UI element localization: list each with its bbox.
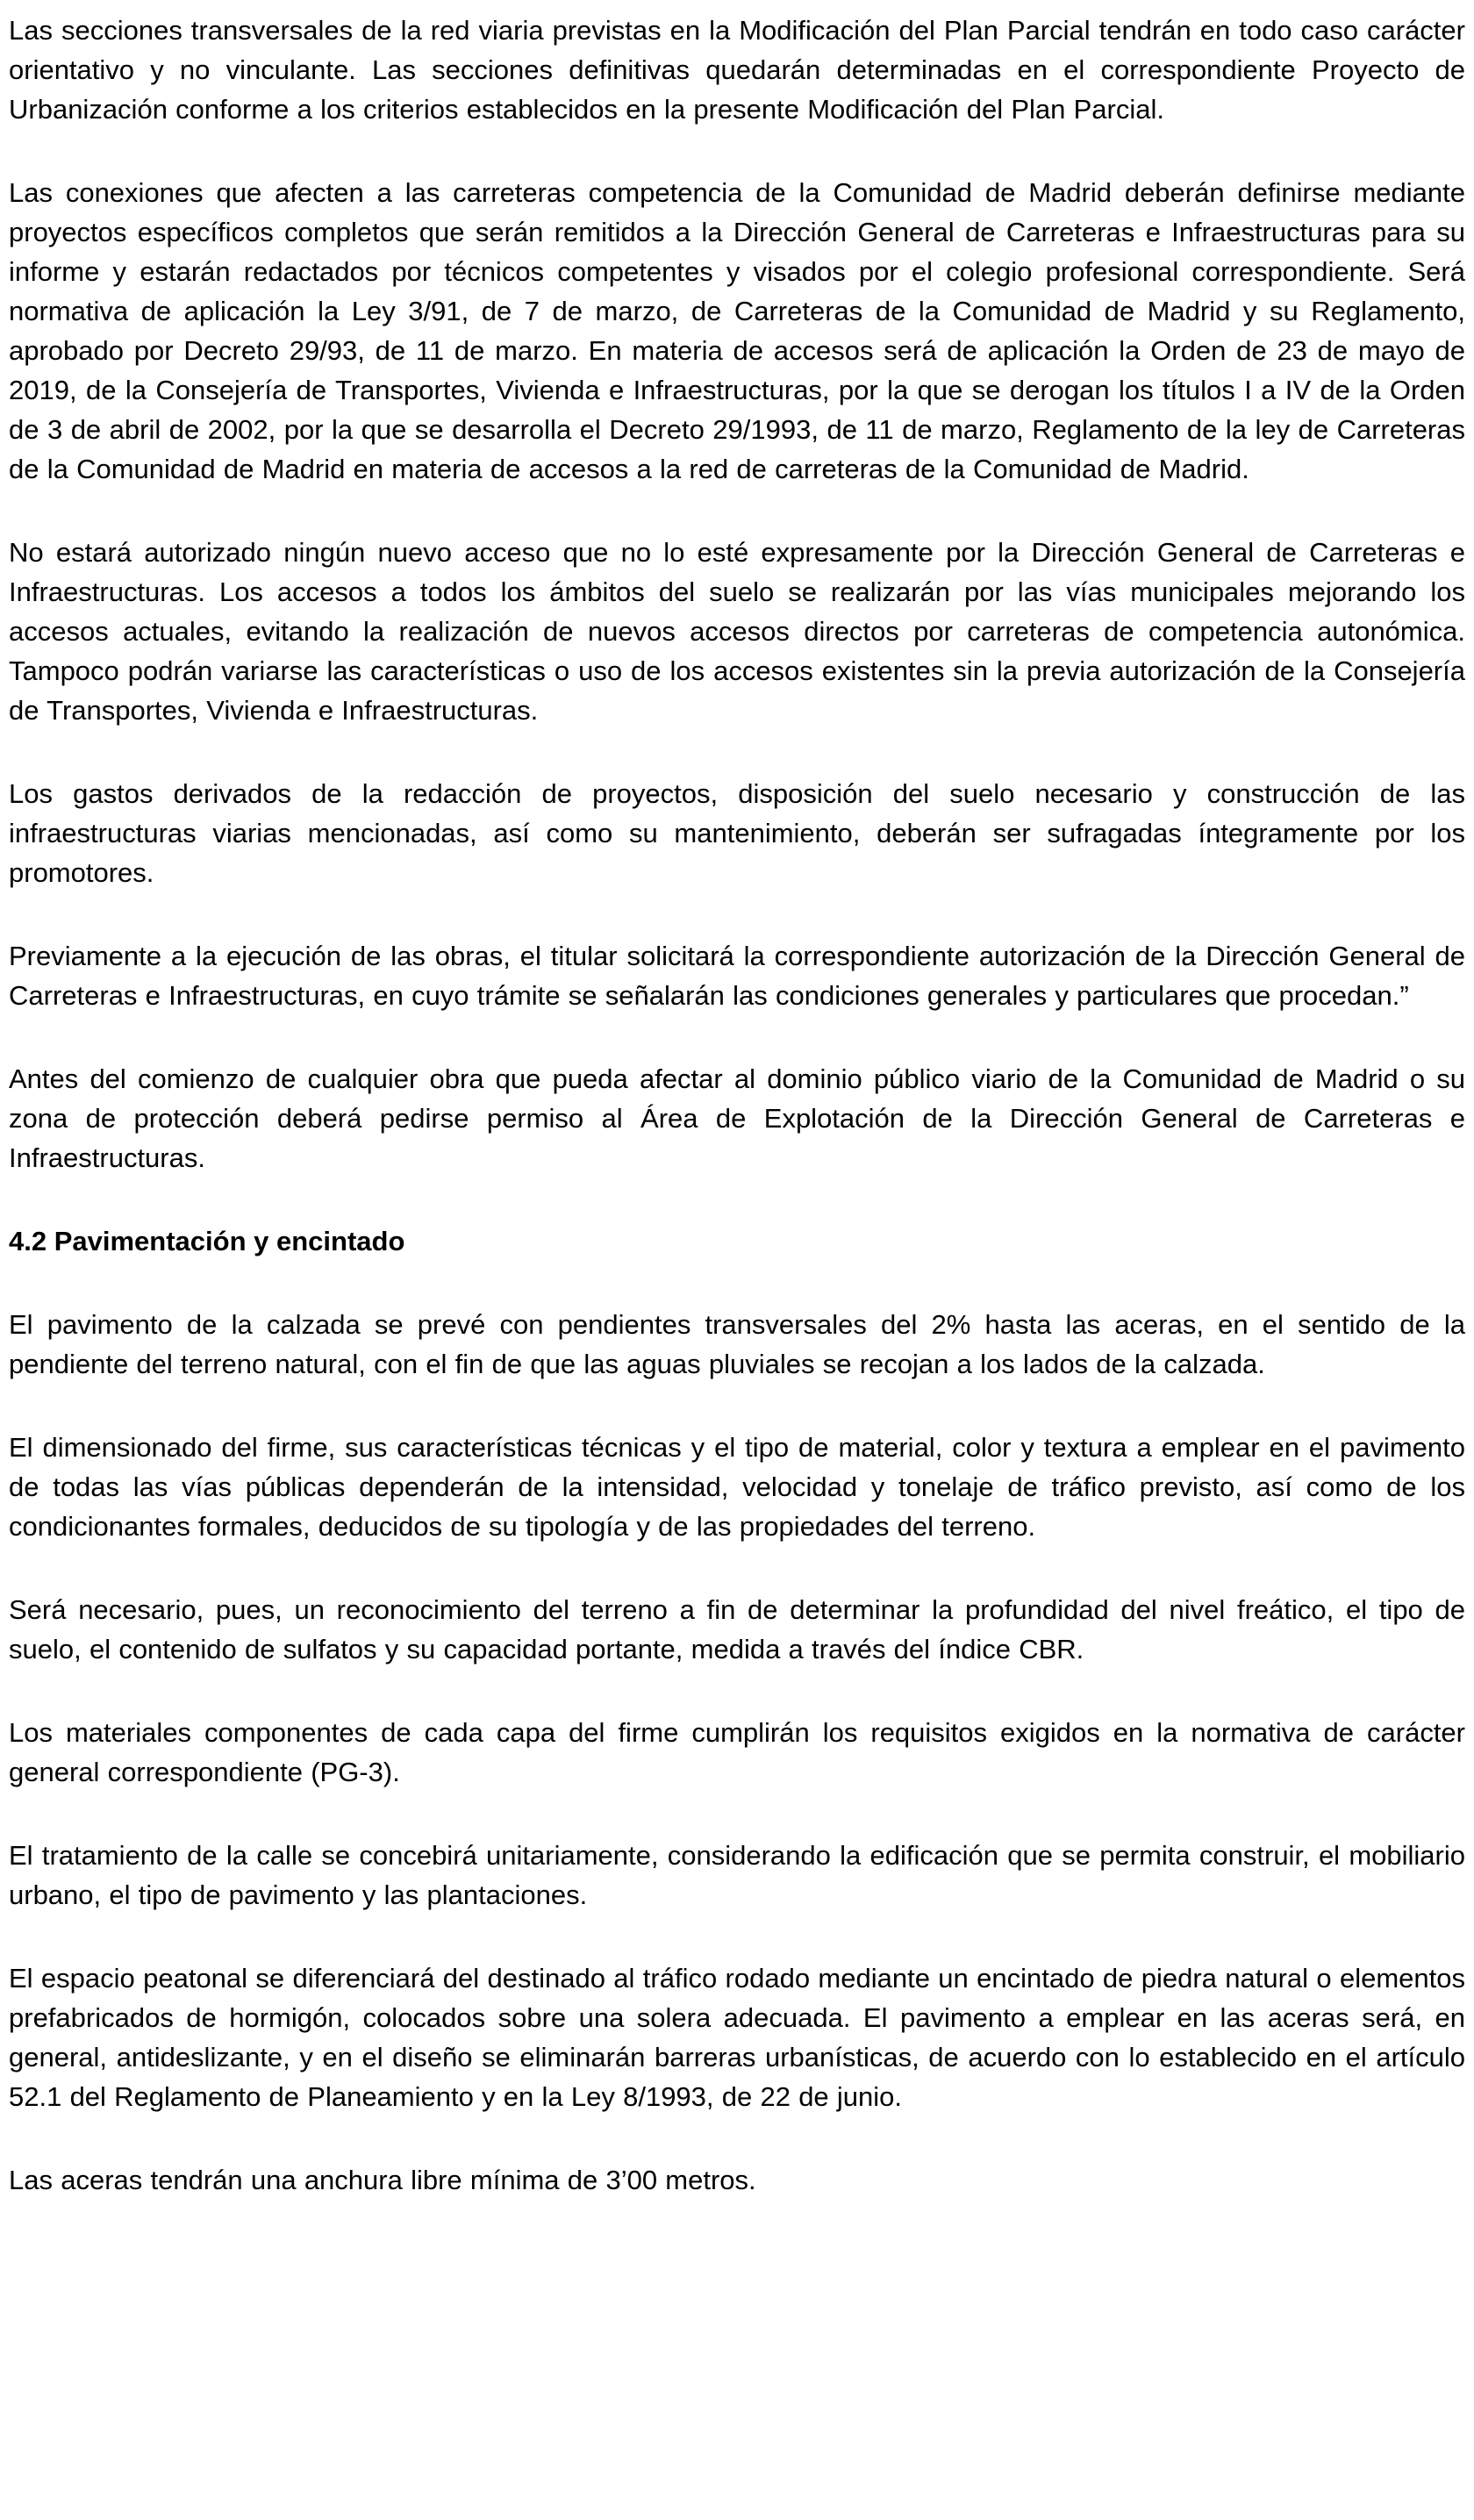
paragraph-pavement-slope: El pavimento de la calzada se prevé con pendientes transversales del 2% hasta las aceras, en el sentido de la pendiente del terreno natural, con el fin de que las aguas pluviales se recojan a los lados de la calzada. (9, 1309, 1465, 1379)
paragraph-layer-materials: Los materiales componentes de cada capa del firme cumplirán los requisitos exigidos en la normativa de carácter general correspondiente (PG-3). (9, 1717, 1465, 1787)
paragraph-public-domain-permit: Antes del comienzo de cualquier obra que pueda afectar al dominio público viario de la Comunidad de Madrid o su zona de protección deberá pedirse permiso al Área de Explotación de la Dirección General de Carreteras e Infraestructuras. (9, 1063, 1465, 1173)
paragraph-road-connections: Las conexiones que afecten a las carreteras competencia de la Comunidad de Madrid deberán definirse mediante proyectos específicos completos que serán remitidos a la Dirección General de Carreteras e Infraestructuras para su informe y estarán redactados por técnicos competentes y visados por el colegio profesional correspondiente. Será normativa de aplicación la Ley 3/91, de 7 de marzo, de Carreteras de la Comunidad de Madrid y su Reglamento, aprobado por Decreto 29/93, de 11 de marzo. En materia de accesos será de aplicación la Orden de 23 de mayo de 2019, de la Consejería de Transportes, Vivienda e Infraestructuras, por la que se derogan los títulos I a IV de la Orden de 3 de abril de 2002, por la que se desarrolla el Decreto 29/1993, de 11 de marzo, Reglamento de la ley de Carreteras de la Comunidad de Madrid en materia de accesos a la red de carreteras de la Comunidad de Madrid. (9, 177, 1465, 484)
paragraph-terrain-survey: Será necesario, pues, un reconocimiento del terreno a fin de determinar la profundidad del nivel freático, el tipo de suelo, el contenido de sulfatos y su capacidad portante, medida a través del índice CBR. (9, 1594, 1465, 1664)
section-heading-pavimentacion: 4.2 Pavimentación y encintado (9, 1226, 405, 1256)
paragraph-pedestrian-space: El espacio peatonal se diferenciará del destinado al tráfico rodado mediante un encintado de piedra natural o elementos prefabricados de hormigón, colocados sobre una solera adecuada. El pavimento a emplear en las aceras será, en general, antideslizante, y en el diseño se eliminarán barreras urbanísticas, de acuerdo con lo establecido en el artículo 52.1 del Reglamento de Planeamiento y en la Ley 8/1993, de 22 de junio. (9, 1963, 1465, 2112)
paragraph-costs: Los gastos derivados de la redacción de proyectos, disposición del suelo necesario y construcción de las infraestructuras viarias mencionadas, así como su mantenimiento, deberán ser sufragadas íntegramente por los promotores. (9, 778, 1465, 888)
paragraph-road-sections: Las secciones transversales de la red viaria previstas en la Modificación del Plan Parcial tendrán en todo caso carácter orientativo y no vinculante. Las secciones definitivas quedarán determinadas en el correspondiente Proyecto de Urbanización conforme a los criterios establecidos en la presente Modificación del Plan Parcial. (9, 15, 1465, 125)
paragraph-access-authorization: No estará autorizado ningún nuevo acceso que no lo esté expresamente por la Dirección General de Carreteras e Infraestructuras. Los accesos a todos los ámbitos del suelo se realizarán por las vías municipales mejorando los accesos actuales, evitando la realización de nuevos accesos directos por carreteras de competencia autonómica. Tampoco podrán variarse las características o uso de los accesos existentes sin la previa autorización de la Consejería de Transportes, Vivienda e Infraestructuras. (9, 537, 1465, 726)
paragraph-firm-dimensioning: El dimensionado del firme, sus características técnicas y el tipo de material, color y textura a emplear en el pavimento de todas las vías públicas dependerán de la intensidad, velocidad y tonelaje de tráfico previsto, así como de los condicionantes formales, deducidos de su tipología y de las propiedades del terreno. (9, 1432, 1465, 1542)
paragraph-sidewalk-width: Las aceras tendrán una anchura libre mínima de 3’00 metros. (9, 2165, 756, 2195)
paragraph-street-treatment: El tratamiento de la calle se concebirá unitariamente, considerando la edificación que se permita construir, el mobiliario urbano, el tipo de pavimento y las plantaciones. (9, 1840, 1465, 1910)
paragraph-prior-authorization: Previamente a la ejecución de las obras, el titular solicitará la correspondiente autorización de la Dirección General de Carreteras e Infraestructuras, en cuyo trámite se señalarán las condiciones generales y particulares que procedan.” (9, 941, 1465, 1011)
